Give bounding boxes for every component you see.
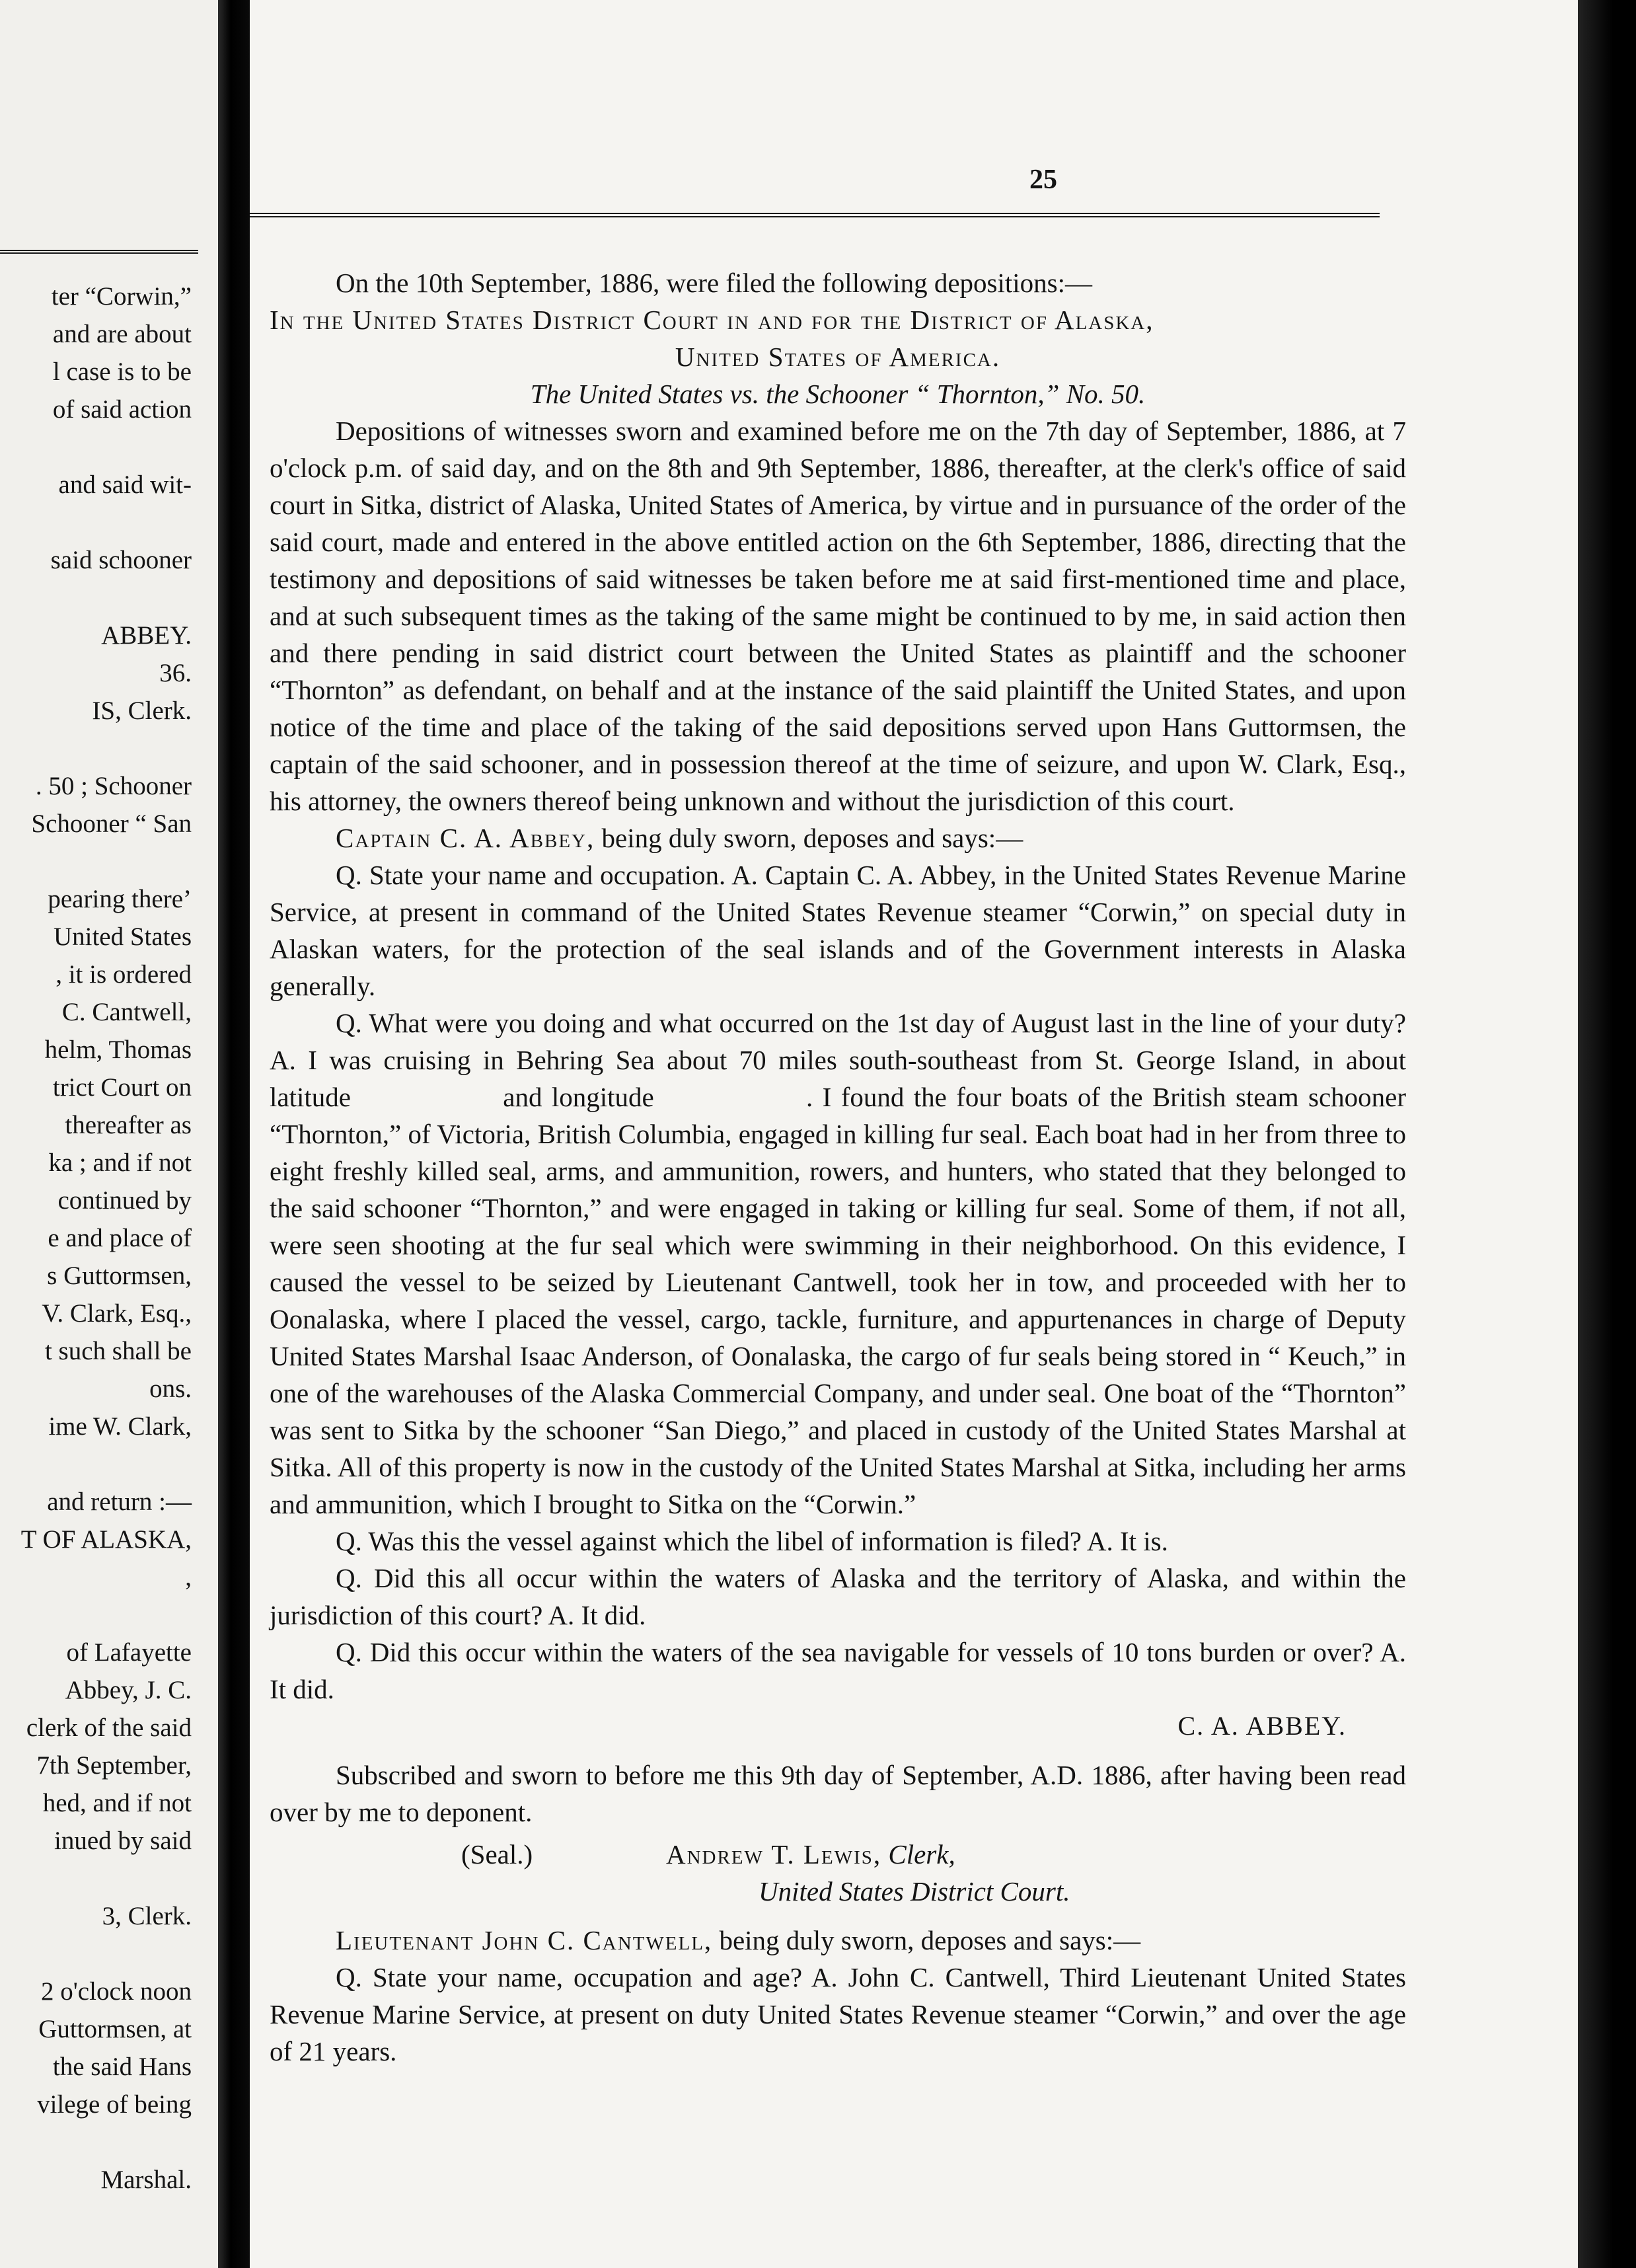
left-page-line [0,579,192,617]
cantwell-sworn-text: being duly sworn, deposes and says:— [712,1925,1141,1955]
left-page-line: continued by [57,1186,192,1215]
left-page-line: and return :— [47,1488,192,1516]
document-body [270,264,1413,2070]
abbey-name: Captain C. A. Abbey, [336,823,595,853]
left-page-line: Schooner “ San [31,810,192,838]
left-page-line: United States [53,923,192,951]
right-page-edge [1578,0,1636,2268]
left-page-line [0,428,192,466]
court-heading-line2: United States of America. [675,342,1001,372]
left-page-line [0,843,192,880]
left-facing-page [0,0,218,2268]
left-page-text [0,278,192,2199]
left-page-line: ime W. Clark, [48,1412,192,1441]
main-page [250,0,1578,2268]
left-page-line [0,504,192,541]
left-page-line: pearing there’ [48,885,192,913]
clerk-name: Andrew T. Lewis, [666,1839,882,1870]
left-page-line: vilege of being [37,2090,192,2119]
left-page-line: ons. [149,1375,192,1403]
cantwell-sworn-line [270,1922,1406,1959]
left-page-line: trict Court on [52,1073,192,1102]
subscribed-statement: Subscribed and sworn to before me this 9th day of September, A.D. 1886, after having been read over by me to deponent. [270,1760,1406,1827]
left-page-line [0,730,192,767]
left-page-line: 2 o'clock noon [41,1977,192,2006]
deposition-preamble: Depositions of witnesses sworn and examined before me on the 7th day of September, 1886, at 7 o'clock p.m. of said day, and on the 8th and 9th September, 1886, thereafter, at the clerk's office of said court in Sitka, district of Alaska, United States of America, by virtue and in pursuance of the order of the said court, made and entered in the above entitled action on the 6th September, 1886, directing that the testimony and depositions of said witnesses be taken before me at said first-mentioned time and place, and at such subsequent times as the taking of the same might be continued to by me, in said action then and there pending in said district court between the United States as plaintiff and the schooner “Thornton” as defendant, on behalf and at the instance of the said plaintiff the United States, and upon notice of the time and place of the taking of the said depositions served upon Hans Guttormsen, the captain of the said schooner, and in possession thereof at the time of seizure, and upon W. Clark, Esq., his attorney, the owners thereof being unknown and without the jurisdiction of this court. [270,416,1406,816]
book-gutter [218,0,250,2268]
question-3: Q. Was this the vessel against which the libel of information is filed? A. It is. [336,1526,1168,1556]
left-page-line: 3, Clerk. [102,1902,192,1930]
left-page-line: s Guttormsen, [47,1262,192,1290]
left-page-line: l case is to be [52,358,192,386]
left-page-line: IS, Clerk. [92,697,192,725]
left-page-line: thereafter as [65,1111,192,1139]
question-1: Q. State your name and occupation. A. Captain C. A. Abbey, in the United States Revenue Marine Service, at present in command of the United States Revenue steamer “Corwin,” on special duty in Alaskan waters, for the protection of the seal islands and of the Government interests in Alaska generally. [270,860,1406,1001]
left-page-line: ka ; and if not [48,1149,192,1177]
left-page-line: V. Clark, Esq., [42,1299,192,1328]
left-page-line: the said Hans [52,2053,192,2081]
question-5: Q. Did this occur within the waters of the sea navigable for vessels of 10 tons burden or over? A. It did. [270,1637,1406,1704]
left-page-line [0,1935,192,1973]
left-page-line: T OF ALASKA, [20,1525,192,1554]
question-6: Q. State your name, occupation and age? A. John C. Cantwell, Third Lieutenant United States Revenue Marine Service, at present on duty United States Revenue steamer “Corwin,” and over the age of 21 years. [270,1962,1406,2066]
left-page-line: and said wit- [58,471,192,499]
left-page-line [0,2123,192,2161]
left-page-line: inued by said [54,1827,192,1855]
left-page-line: , it is ordered [56,960,192,989]
question-2: Q. What were you doing and what occurred on the 1st day of August last in the line of your duty? A. I was cruising in Behring Sea about 70 miles south-southeast from St. George Island, in about latitude and longitude . I found the four boats of the British steam schooner “Thornton,” of Victoria, British Columbia, engaged in killing fur seal. Each boat had in her from three to eight freshly killed seal, arms, and ammunition, rowers, and hunters, who stated that they belonged to the said schooner “Thornton,” and were engaged in taking or killing fur seal. Some of them, if not all, were seen shooting at the fur seal which were swimming in their neighborhood. On this evidence, I caused the vessel to be seized by Lieutenant Cantwell, took her in tow, and proceeded with her to Oonalaska, where I placed the vessel, cargo, tackle, furniture, and appurtenances in charge of Deputy United States Marshal Isaac Anderson, of Oonalaska, the cargo of fur seals being stored in “ Keuch,” in one of the warehouses of the Alaska Commercial Company, and under seal. One boat of the “Thornton” was sent to Sitka by the schooner “San Diego,” and placed in custody of the United States Marshal at Sitka. All of this property is now in the custody of the United States Marshal at Sitka, including her arms and ammunition, which I brought to Sitka on the “Corwin.” [270,1008,1413,1519]
left-page-line [0,1445,192,1483]
left-page-line: Abbey, J. C. [65,1676,192,1704]
left-page-line: C. Cantwell, [61,998,192,1026]
left-page-line: of Lafayette [66,1638,192,1667]
cantwell-name: Lieutenant John C. Cantwell, [336,1925,713,1955]
page-number: 25 [1029,165,1057,195]
left-page-line: said schooner [50,546,192,574]
seal-mark: (Seal.) [461,1839,533,1870]
left-page-line: ter “Corwin,” [51,282,192,311]
left-page-line: helm, Thomas [44,1036,192,1064]
left-page-line: ABBEY. [101,621,192,650]
left-page-line: 36. [159,659,192,687]
clerk-title: Clerk, [888,1839,955,1870]
abbey-sworn-line [270,819,1406,856]
left-page-line [0,1860,192,1897]
seal-row [270,1836,1406,1873]
left-page-line: . 50 ; Schooner [35,772,192,800]
intro-line: On the 10th September, 1886, were filed the following depositions:— [336,268,1093,298]
left-page-line: clerk of the said [26,1714,192,1742]
left-page-line: Marshal. [100,2166,192,2194]
header-rule [250,213,1380,217]
case-title: The United States vs. the Schooner “ Thornton,” No. 50. [530,379,1146,409]
left-page-line: 7th September, [36,1751,192,1780]
abbey-signature: C. A. ABBEY. [1177,1711,1347,1741]
clerk-signature [666,1836,955,1873]
court-heading-line1: In the United States District Court in and for the District of Alaska, [270,305,1154,335]
left-page-line: , [185,1563,192,1591]
left-page-line: t such shall be [44,1337,192,1365]
left-page-line: e and place of [48,1224,192,1252]
left-page-line: hed, and if not [42,1789,192,1817]
abbey-sworn-text: being duly sworn, deposes and says:— [595,823,1023,853]
left-page-line [0,1596,192,1634]
left-page-line: Guttormsen, at [38,2015,192,2043]
question-4: Q. Did this all occur within the waters of Alaska and the territory of Alaska, and within the jurisdiction of this court? A. It did. [270,1563,1406,1630]
left-page-rule [0,250,198,254]
court-name: United States District Court. [759,1876,1070,1907]
left-page-line: of said action [52,395,192,424]
left-page-line: and are about [52,320,192,348]
